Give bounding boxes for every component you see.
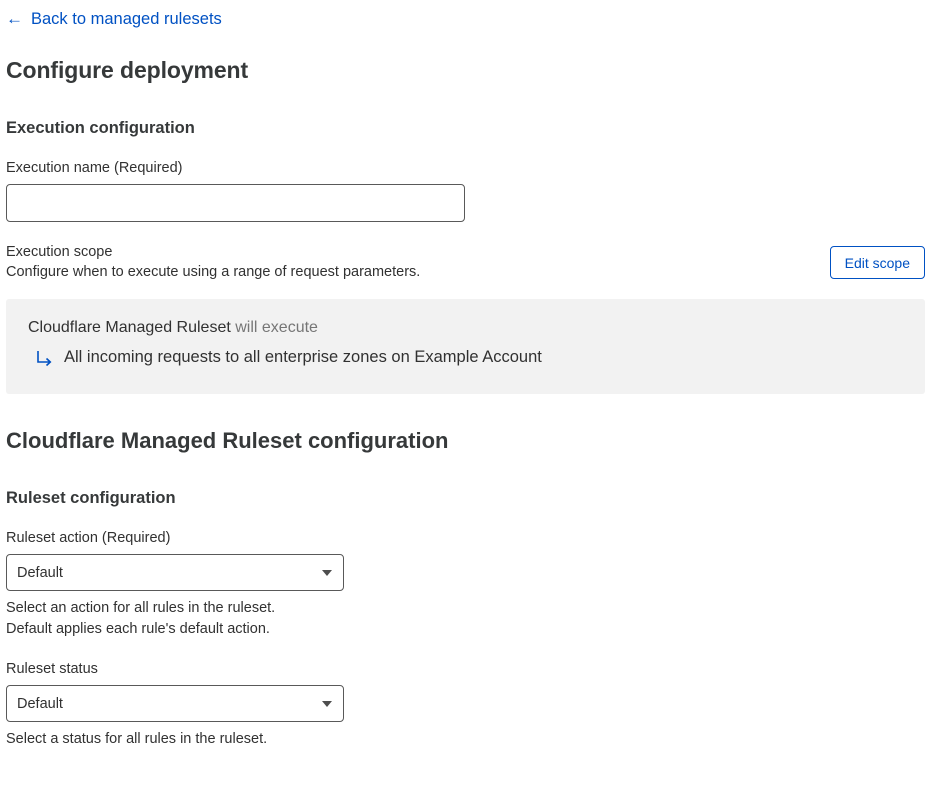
execution-scope-label: Execution scope [6,244,113,260]
ruleset-status-help-line1: Select a status for all rules in the ruleset. [6,731,268,748]
execution-name-input[interactable] [6,184,465,222]
ruleset-action-help [6,598,925,639]
ruleset-action-label: Ruleset action (Required) [6,530,171,546]
ruleset-status-help [6,729,925,750]
edit-scope-button[interactable]: Edit scope [830,246,925,279]
page-title: Configure deployment [6,57,249,83]
execution-scope-summary [6,299,925,394]
arrow-left-icon: ← [6,9,23,28]
summary-headline [28,319,903,337]
ruleset-configuration-subheading: Ruleset configuration [6,489,176,507]
ruleset-status-select[interactable] [6,685,344,722]
back-link-label: Back to managed rulesets [31,10,222,28]
execution-scope-description: Configure when to execute using a range of request parameters. [6,264,421,280]
corner-arrow-icon [36,350,54,370]
back-to-managed-rulesets-link[interactable] [6,0,222,29]
summary-detail-row [28,348,903,370]
ruleset-action-select-wrapper [6,554,344,591]
summary-detail-text: All incoming requests to all enterprise zones on Example Account [64,348,542,366]
execution-scope-text [6,244,420,280]
ruleset-configuration-heading: Cloudflare Managed Ruleset configuration [6,428,449,453]
execution-configuration-heading: Execution configuration [6,119,195,137]
ruleset-action-help-line1: Select an action for all rules in the ruleset. [6,600,276,616]
ruleset-action-select[interactable] [6,554,344,591]
ruleset-status-select-wrapper [6,685,344,722]
summary-ruleset-name: Cloudflare Managed Ruleset [28,319,231,336]
summary-will-execute: will execute [230,319,318,336]
ruleset-action-help-line2: Default applies each rule's default action. [6,620,270,637]
execution-name-label: Execution name (Required) [6,160,183,176]
spacer [6,394,925,428]
execution-scope-row [6,244,925,280]
ruleset-status-label: Ruleset status [6,661,98,678]
